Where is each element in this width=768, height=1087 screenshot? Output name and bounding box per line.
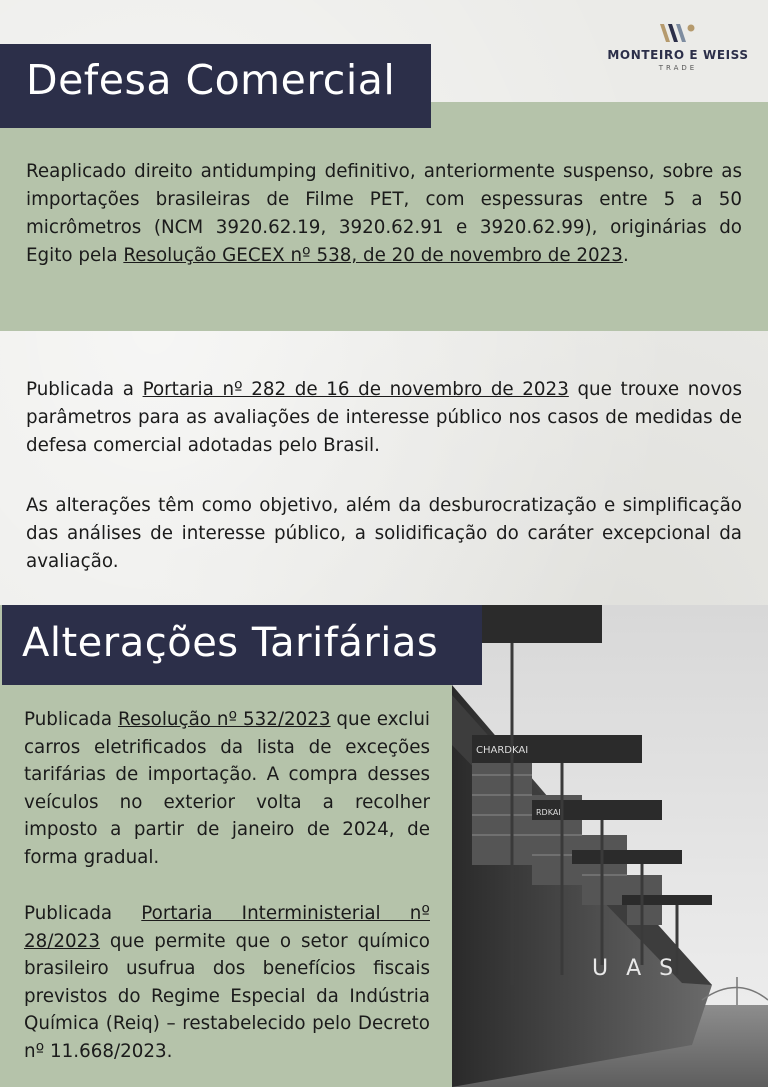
link-portaria-282[interactable]: Portaria nº 282 de 16 de novembro de 2023: [142, 379, 569, 400]
brand-logo: [598, 22, 758, 72]
logo-mark-icon: [658, 22, 698, 44]
paragraph-alteracoes: As alterações têm como objetivo, além da desburocratização e simplificação das análises de interesse público, a solidificação do caráter excepcional da avaliação.: [26, 495, 742, 572]
p2-end: que trouxe novos parâmetros para as avaliações de interesse público nos casos de medidas de defesa comercial adotadas pelo Brasil.: [26, 379, 743, 456]
paragraph-resolucao-532: [24, 706, 430, 872]
paragraph-portaria-282: [26, 376, 742, 460]
brand-subtitle: TRADE: [658, 64, 698, 72]
link-resolucao-gecex-538[interactable]: Resolução GECEX nº 538, de 20 de novembro de 2023: [123, 245, 623, 266]
link-resolucao-532[interactable]: Resolução nº 532/2023: [118, 709, 331, 730]
p1-text: Reaplicado direito antidumping definitivo, anteriormente suspenso, sobre as importações brasileiras de Filme PET, com espessuras entre 5 a 50 micrômetros (NCM 3920.62.19, 3920.62.91 e 3920.62.99), originárias do Egito pela: [26, 161, 742, 266]
brand-name: MONTEIRO E WEISS: [607, 48, 749, 62]
p5-start: Publicada: [24, 903, 142, 924]
p1-end: .: [622, 245, 629, 266]
ship-photo-illustration: [452, 605, 768, 1087]
crane-label-1: CHARDKAI: [476, 745, 529, 756]
ship-hull-label: UAS: [592, 956, 692, 981]
p4-start: Publicada: [24, 709, 119, 730]
container-ship-photo: [452, 605, 768, 1087]
section1-title: Defesa Comercial: [26, 56, 396, 104]
p2-start: Publicada a: [26, 379, 143, 400]
p5-end: que permite que o setor químico brasileiro usufrua dos benefícios fiscais previstos do Regime Especial da Indústria Química (Reiq) – restabelecido pelo Decreto nº 11.668/2023.: [24, 930, 430, 1062]
link-portaria-interministerial-28[interactable]: Portaria Interministerial nº 28/2023: [24, 903, 430, 952]
p4-end: que exclui carros eletrificados da lista de exceções tarifárias de importação. A compra desses veículos no exterior volta a recolher imposto a partir de janeiro de 2024, de forma gradual.: [24, 709, 430, 868]
section2-title: Alterações Tarifárias: [22, 620, 439, 666]
paragraph-antidumping: [26, 158, 742, 270]
crane-label-2: RDKAI: [536, 808, 561, 817]
paragraph-portaria-interministerial: [24, 900, 430, 1066]
